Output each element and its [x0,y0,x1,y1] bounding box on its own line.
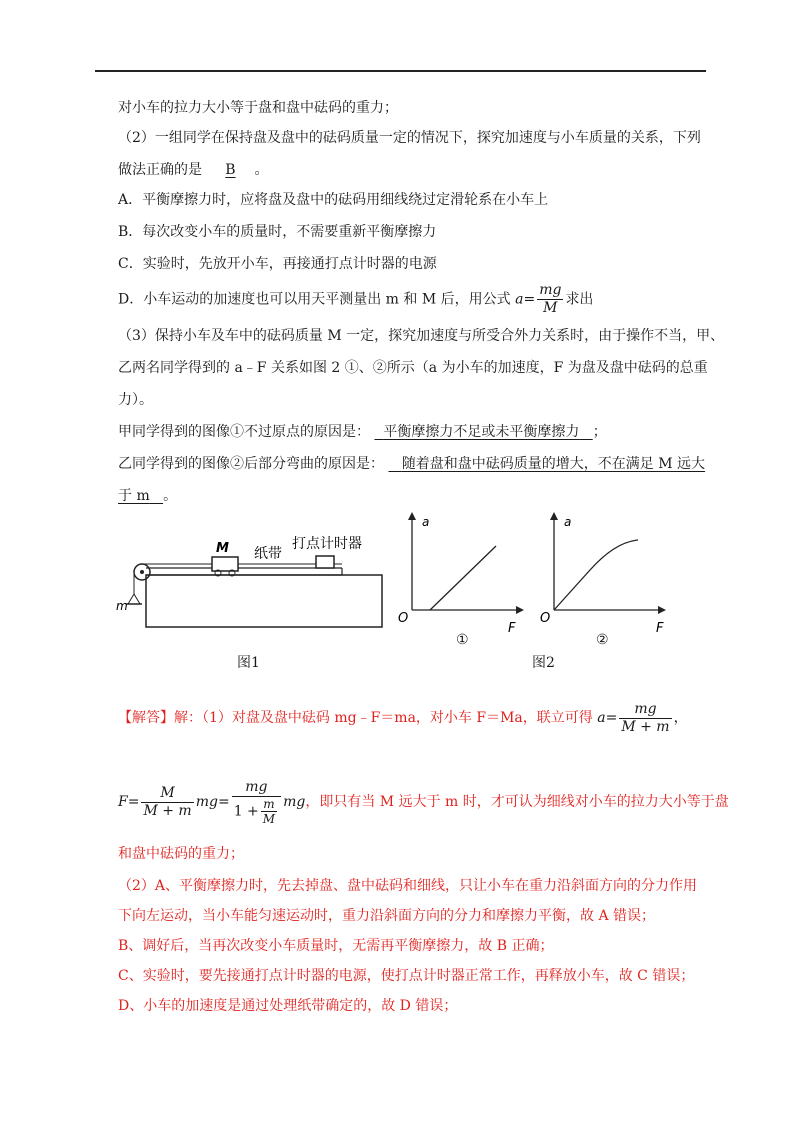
one-plus: 1 + [233,803,259,819]
denominator: M + m [621,718,670,735]
yi-reason [118,454,705,474]
formula-eq: = [127,794,140,810]
axis-label-a: a [422,515,430,529]
formula-fraction [537,282,563,317]
y-axis-arrow-icon [408,512,416,520]
yi-suffix: 。 [163,488,178,504]
denominator: M + m [143,802,192,819]
graph-2 [540,508,680,638]
answer-blank: B [225,162,236,178]
graph-1-line [430,546,496,610]
option-d [118,282,593,317]
question-3-line2: 乙两名同学得到的 a﹣F 关系如图 2 ①、②所示（a 为小车的加速度，F 为盘及盘中砝码的总重 [118,360,708,376]
formula-F: F [118,794,128,810]
solution-head: 【解答】 [118,710,174,726]
header-rule [95,70,706,72]
solution-b: B、调好后，当再次改变小车质量时，无需再平衡摩擦力，故 B 正确； [118,938,554,954]
pulley-axle [140,570,144,574]
yi-answer-text-2: 于 m [118,488,150,504]
solution-line-2-text: ，即只有当 M 远大于 m 时，才可认为细线对小车的拉力大小等于盘 [305,794,729,810]
text-line: 对小车的拉力大小等于盘和盘中砝码的重力； [118,100,398,116]
fraction-mg-over-compound [232,779,281,826]
numerator: M [141,785,193,803]
option-c: C．实验时，先放开小车，再接通打点计时器的电源 [118,256,437,272]
label-paper-tape: 纸带 [254,546,282,562]
solution-part-2-line-2: 下向左运动，当小车能匀速运动时，重力沿斜面方向的分力和摩擦力平衡，故 A 错误； [118,908,656,924]
origin-label: O [540,611,551,626]
cart [212,557,238,571]
pan-string-right [134,594,140,604]
formula-eq: = [523,291,536,308]
graph-1-label: ① [456,632,469,648]
compound-denominator [232,797,281,826]
solution-formula [597,700,673,735]
formula-a: a [597,710,606,726]
label-M: M [216,541,229,556]
question-3-line1: （3）保持小车及车中的砝码质量 M 一定，探究加速度与所受合外力关系时，由于操作不当，甲、 [118,328,725,344]
x-axis-arrow-icon [658,606,666,614]
solution-d: D、小车的加速度是通过处理纸带确定的，故 D 错误； [118,998,458,1014]
question-3-line3: 力）。 [118,392,153,408]
graph-2-curve [554,540,638,610]
comma: ， [673,710,688,726]
numerator: m [261,797,277,812]
yi-answer [388,456,705,472]
solution-text: 解：（1）对盘及盘中砝码 mg﹣F＝ma，对小车 F＝Ma，联立可得 [174,710,593,726]
jia-suffix: ； [592,424,607,440]
solution-part-2-line-1: （2）A、平衡摩擦力时，先去掉盘、盘中砝码和细线，只让小车在重力沿斜面方向的分力作用 [118,878,698,894]
solution-line-1 [118,700,688,736]
numerator: mg [619,701,671,719]
timer [316,556,334,568]
option-b: B．每次改变小车的质量时，不需要重新平衡摩擦力 [118,224,437,240]
formula-eq: = [605,710,618,726]
x-axis-arrow-icon [516,606,524,614]
figure-1-caption: 图1 [237,655,260,671]
denominator: M [543,300,558,316]
formula-fraction [619,701,671,736]
numerator: mg [232,779,281,797]
question-2-answer-line [118,160,268,180]
y-axis-arrow-icon [550,512,558,520]
jia-prefix: 甲同学得到的图像①不过原点的原因是： [118,424,370,440]
answer-suffix: 。 [254,162,269,178]
solution-line-3: 和盘中砝码的重力； [118,846,244,862]
inner-fraction [261,797,277,826]
graph-1 [398,508,538,638]
option-a: A．平衡摩擦力时，应将盘及盘中的砝码用细线绕过定滑轮系在小车上 [118,192,549,208]
figure-2-caption: 图2 [532,655,555,671]
solution-line-2 [118,772,729,832]
formula-mg: mg [283,794,306,810]
jia-answer [374,424,592,440]
axis-label-F: F [508,621,516,636]
option-d-text: D．小车运动的加速度也可以用天平测量出 m 和 M 后，用公式 [118,291,511,308]
formula-eq: = [217,794,230,810]
option-d-suffix: 求出 [565,291,594,308]
numerator: mg [539,282,562,298]
fraction-M-over-Mm [141,785,193,820]
origin-label: O [398,611,409,626]
question-2: （2）一组同学在保持盘及盘中的砝码质量一定的情况下，探究加速度与小车质量的关系，下列 [118,130,701,146]
yi-answer-text: 随着盘和盘中砝码质量的增大，不在满足 M 远大 [401,456,706,472]
yi-prefix: 乙同学得到的图像②后部分弯曲的原因是： [118,456,384,472]
yi-reason-cont [118,486,177,506]
answer-prefix: 做法正确的是 [118,162,202,178]
label-m: m [116,599,128,613]
pan-string-left [128,594,134,604]
axis-label-F: F [656,621,664,636]
formula-a: a [515,291,524,308]
table [146,575,382,627]
axis-label-a: a [564,515,572,529]
formula-mg: mg [195,794,218,810]
graph-2-label: ② [596,632,609,648]
yi-answer-cont [118,488,163,504]
denominator: M [262,811,276,826]
figure-1-apparatus [112,530,392,630]
label-timer: 打点计时器 [292,536,362,552]
solution-c: C、实验时，要先接通打点计时器的电源，使打点计时器正常工作，再释放小车，故 C 错误； [118,968,695,984]
jia-reason [118,422,607,442]
jia-answer-text: 平衡摩擦力不足或未平衡摩擦力 [383,424,580,440]
